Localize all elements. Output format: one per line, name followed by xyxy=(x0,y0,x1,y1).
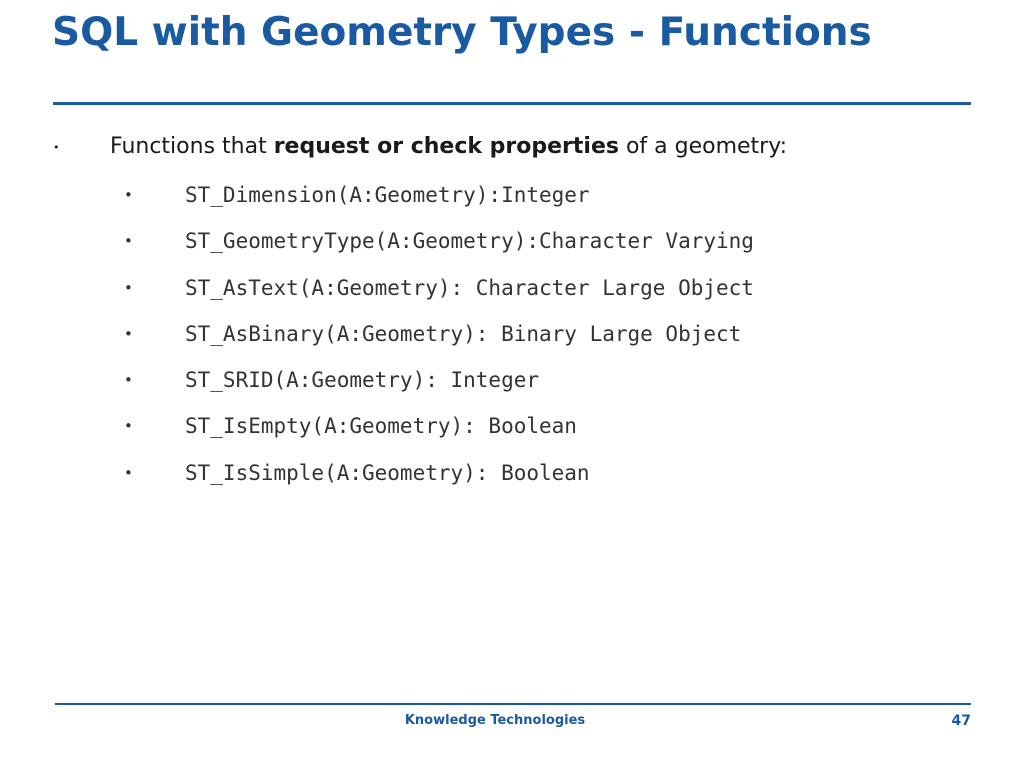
title-divider xyxy=(53,102,971,105)
function-signature: ST_Dimension(A:Geometry):Integer xyxy=(185,183,590,207)
footer-text: Knowledge Technologies xyxy=(404,713,586,728)
function-signature: ST_SRID(A:Geometry): Integer xyxy=(185,368,540,393)
main-bullet-text xyxy=(110,132,787,162)
main-bullet-prefix: Functions that xyxy=(110,134,274,159)
function-signature: ST_GeometryType(A:Geometry):Character Varying xyxy=(185,229,754,254)
main-bullet-suffix: of a geometry: xyxy=(618,134,788,159)
slide-title: SQL with Geometry Types - Functions xyxy=(52,10,872,55)
sub-bullet-marker: • xyxy=(124,463,133,482)
sub-bullet-marker: • xyxy=(124,278,133,297)
function-signature: ST_AsBinary(A:Geometry): Binary Large Object xyxy=(185,321,742,346)
main-bullet-marker: • xyxy=(53,141,60,154)
sub-bullet-marker: • xyxy=(124,417,133,436)
sub-bullet-marker: • xyxy=(124,186,133,204)
function-signature: ST_AsText(A:Geometry): Character Large Object xyxy=(185,275,754,300)
sub-bullet-marker: • xyxy=(124,324,133,343)
footer-divider xyxy=(55,703,971,705)
sub-bullet-marker: • xyxy=(124,232,133,251)
page-number: 47 xyxy=(951,713,971,729)
main-bullet-emphasis: request or check properties xyxy=(273,134,619,159)
function-signature: ST_IsEmpty(A:Geometry): Boolean xyxy=(185,414,577,439)
function-signature: ST_IsSimple(A:Geometry): Boolean xyxy=(185,460,590,485)
sub-bullet-marker: • xyxy=(124,371,133,390)
